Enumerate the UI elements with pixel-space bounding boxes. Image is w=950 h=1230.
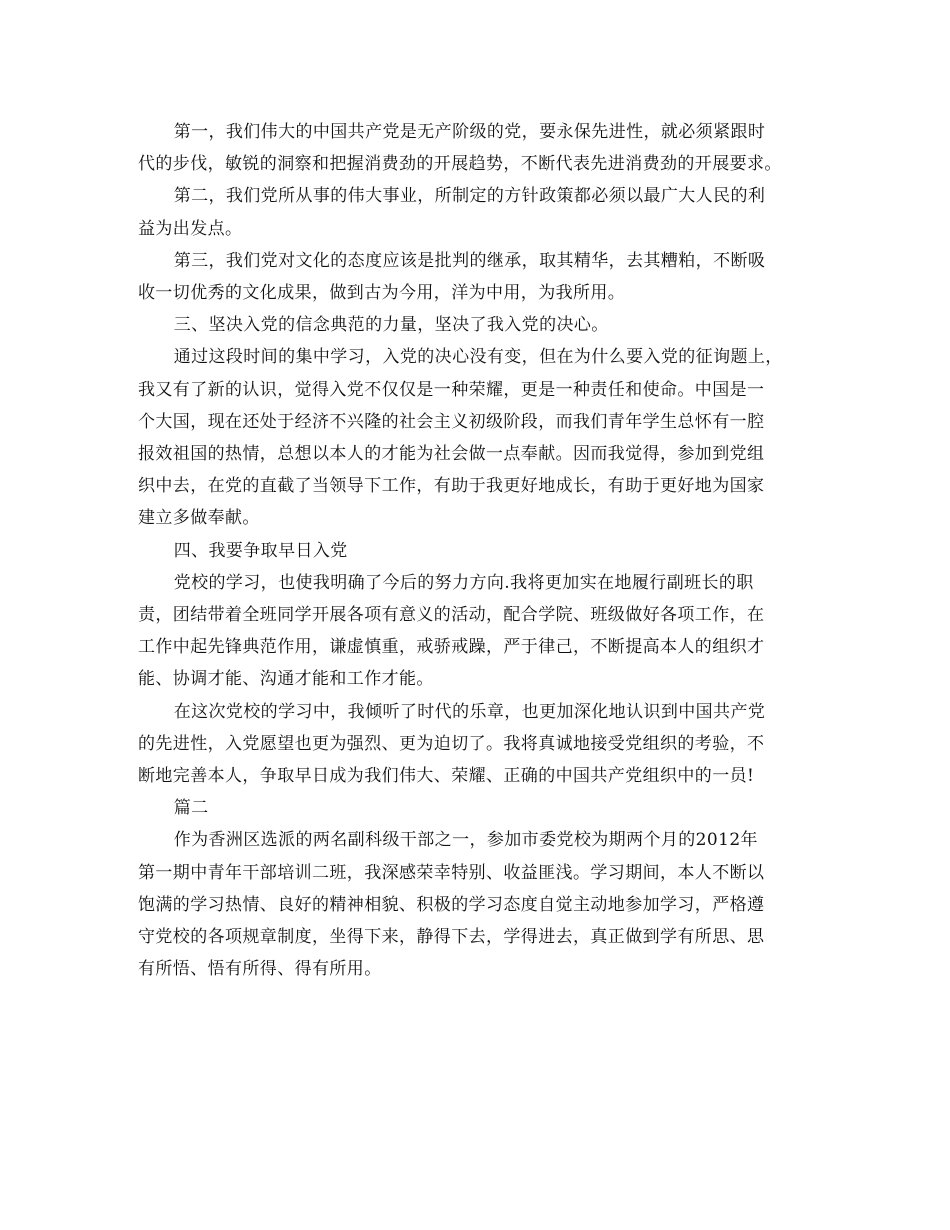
paragraph: [138, 696, 818, 793]
paragraph-line: 织中去，在党的直截了当领导下工作，有助于我更好地成长，有助于更好地为国家: [138, 476, 765, 497]
paragraph-line: 代的步伐，敏锐的洞察和把握消费劲的开展趋势，不断代表先进消费劲的开展要求。: [138, 154, 782, 175]
paragraph-line: 断地完善本人，争取早日成为我们伟大、荣耀、正确的中国共产党组织中的一员!: [138, 766, 755, 787]
paragraph-line: 建立多做奉献。: [138, 508, 260, 529]
paragraph-line: 守党校的各项规章制度，坐得下来，静得下去，学得进去，真正做到学有所思、思: [138, 927, 765, 948]
paragraph-line: 饱满的学习热情、良好的精神相貌、积极的学习态度自觉主动地参加学习，严格遵: [138, 894, 765, 915]
paragraph: [138, 567, 818, 696]
paragraph-line: 有所悟、悟有所得、得有所用。: [138, 959, 382, 980]
paragraph: [138, 792, 818, 824]
paragraph: [138, 180, 818, 244]
paragraph-line: 收一切优秀的文化成果，做到古为今用，洋为中用，为我所用。: [138, 283, 626, 304]
document-body: [138, 116, 818, 985]
paragraph-line: 益为出发点。: [138, 218, 243, 239]
paragraph-line: 党校的学习，也使我明确了今后的努力方向.我将更加实在地履行副班长的职: [173, 572, 754, 593]
paragraph-line: 个大国，现在还处于经济不兴隆的社会主义初级阶段，而我们青年学生总怀有一腔: [138, 411, 765, 432]
paragraph-line: 的先进性，入党愿望也更为强烈、更为迫切了。我将真诚地接受党组织的考验，不: [138, 733, 765, 754]
paragraph-line: 工作中起先锋典范作用，谦虚慎重，戒骄戒躁，严于律己，不断提高本人的组织才: [138, 637, 765, 658]
paragraph: [138, 535, 818, 567]
paragraph: [138, 245, 818, 309]
paragraph-line: 在这次党校的学习中，我倾听了时代的乐章，也更加深化地认识到中国共产党: [173, 701, 766, 722]
paragraph-line: 第三，我们党对文化的态度应该是批判的继承，取其精华，去其糟粕，不断吸: [173, 250, 766, 271]
paragraph-line: 通过这段时间的集中学习，入党的决心没有变，但在为什么要入党的征询题上，: [173, 347, 783, 368]
paragraph: [138, 341, 818, 534]
paragraph-line: 报效祖国的热情，总想以本人的才能为社会做一点奉献。因而我觉得，参加到党组: [138, 444, 765, 465]
paragraph: [138, 309, 818, 341]
paragraph: [138, 824, 818, 985]
paragraph-line: 四、我要争取早日入党: [173, 540, 348, 561]
paragraph-line: 作为香洲区选派的两名副科级干部之一，参加市委党校为期两个月的2012年: [173, 830, 758, 851]
paragraph: [138, 116, 818, 180]
paragraph-line: 责，团结带着全班同学开展各项有意义的活动，配合学院、班级做好各项工作，在: [138, 605, 765, 626]
paragraph-line: 第一期中青年干部培训二班，我深感荣幸特别、收益匪浅。学习期间，本人不断以: [138, 862, 765, 883]
paragraph-line: 能、协调才能、沟通才能和工作才能。: [138, 669, 434, 690]
paragraph-line: 篇二: [173, 798, 209, 819]
paragraph-line: 第二，我们党所从事的伟大事业，所制定的方针政策都必须以最广大人民的利: [173, 186, 766, 207]
paragraph-line: 三、坚决入党的信念典范的力量，坚决了我入党的决心。: [173, 315, 609, 336]
paragraph-line: 第一，我们伟大的中国共产党是无产阶级的党，要永保先进性，就必须紧跟时: [173, 122, 766, 142]
paragraph-line: 我又有了新的认识，觉得入党不仅仅是一种荣耀，更是一种责任和使命。中国是一: [138, 379, 765, 400]
